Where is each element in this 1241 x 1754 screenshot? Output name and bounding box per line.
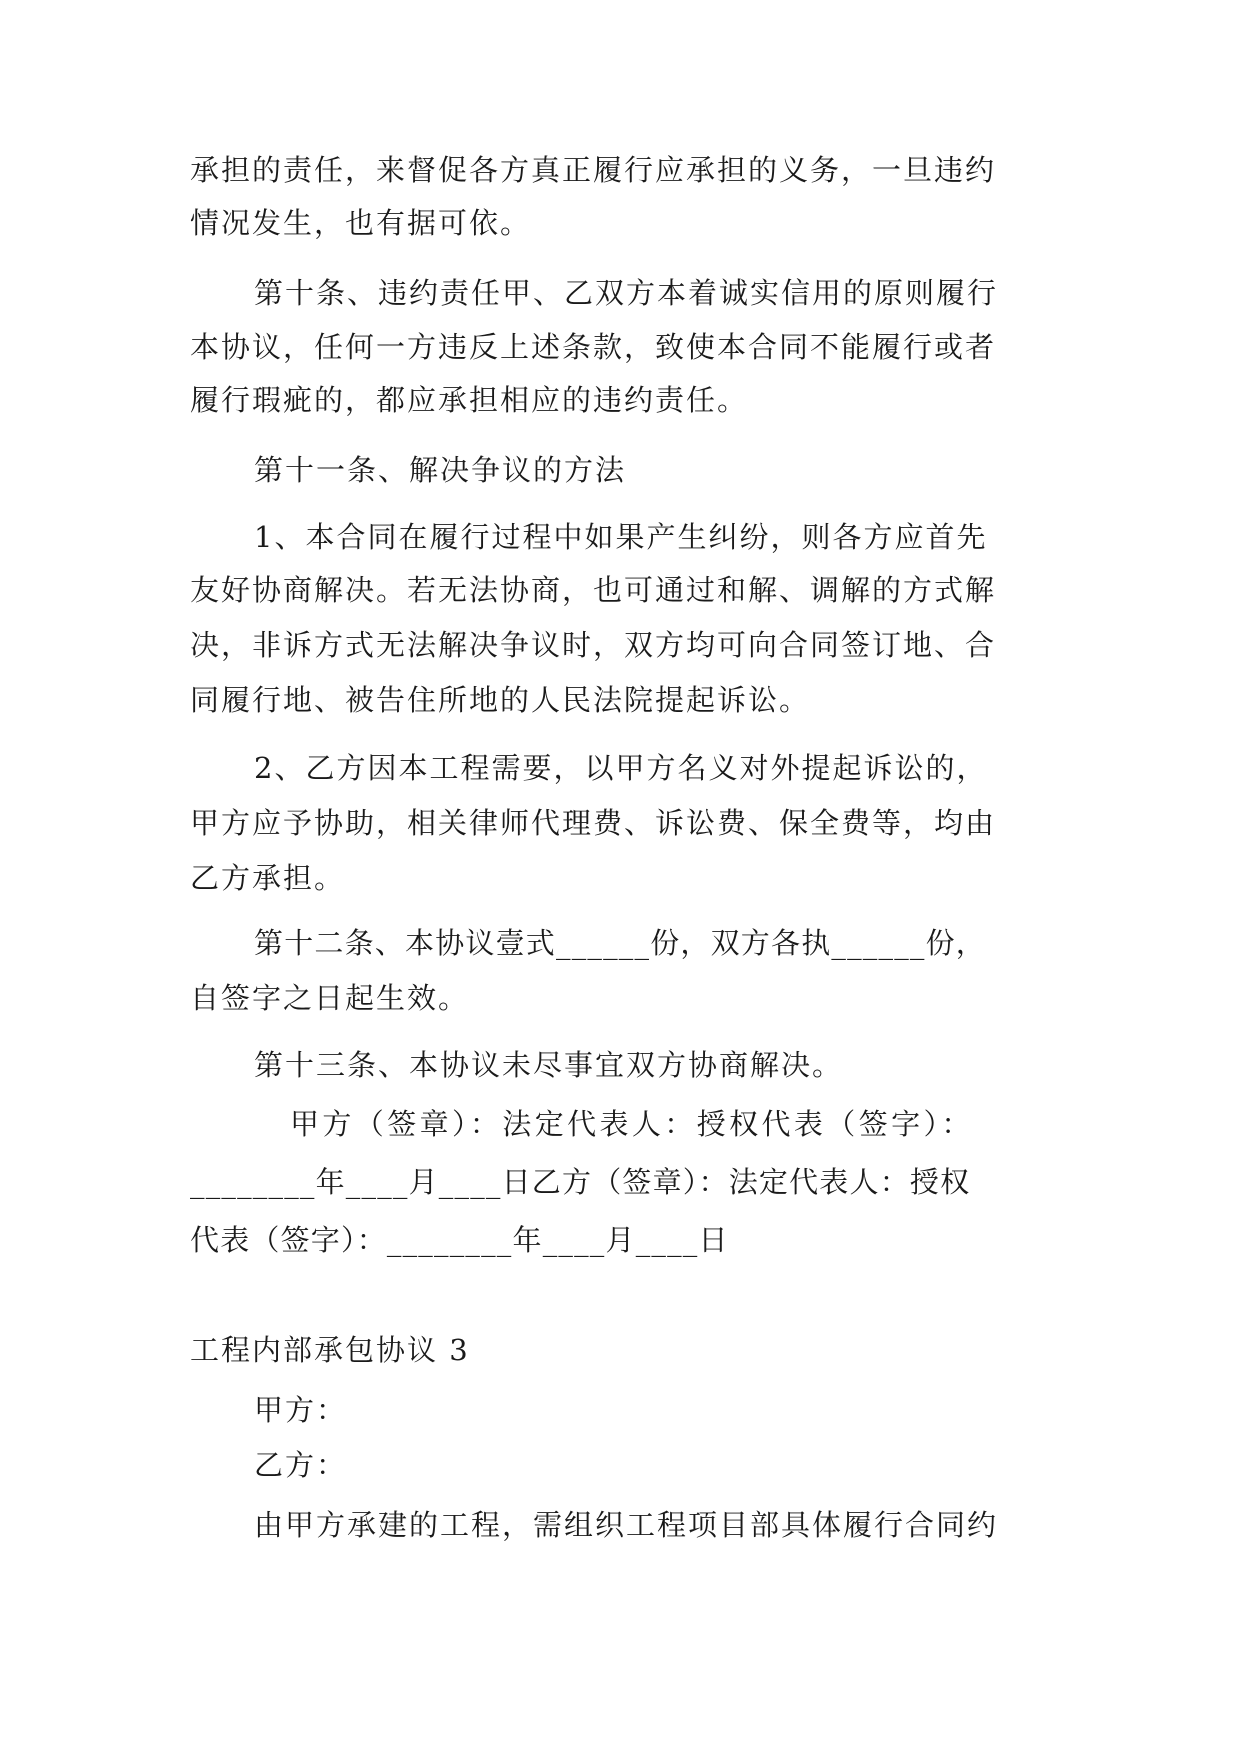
paragraph-line: 履行瑕疵的，都应承担相应的违约责任。 [190, 383, 749, 417]
section-title: 工程内部承包协议 3 [190, 1333, 470, 1367]
clause-11-item-1: 1、本合同在履行过程中如果产生纠纷，则各方应首先 [254, 520, 988, 554]
signature-block-line: 代表（签字）：________年____月____日 [190, 1223, 729, 1257]
clause-12-line: 第十二条、本协议壹式______份，双方各执______份， [254, 926, 987, 960]
paragraph-line: 同履行地、被告住所地的人民法院提起诉讼。 [190, 683, 811, 717]
clause-11-item-2: 2、乙方因本工程需要，以甲方名义对外提起诉讼的， [254, 751, 988, 785]
clause-10-line: 第十条、违约责任甲、乙双方本着诚实信用的原则履行 [254, 276, 999, 310]
paragraph-line: 情况发生，也有据可依。 [190, 206, 532, 240]
paragraph-line: 乙方承担。 [190, 861, 346, 895]
paragraph-line: 承担的责任，来督促各方真正履行应承担的义务，一旦违约 [190, 153, 997, 187]
signature-block-line: 甲方（签章）：法定代表人：授权代表（签字）： [290, 1107, 974, 1141]
party-a-label: 甲方： [254, 1393, 348, 1427]
party-b-label: 乙方： [254, 1448, 348, 1482]
paragraph-line: 甲方应予协助，相关律师代理费、诉讼费、保全费等，均由 [190, 806, 997, 840]
paragraph-line: 由甲方承建的工程，需组织工程项目部具体履行合同约 [254, 1508, 999, 1542]
paragraph-line: 友好协商解决。若无法协商，也可通过和解、调解的方式解 [190, 573, 997, 607]
paragraph-line: 自签字之日起生效。 [190, 981, 470, 1015]
clause-13-line: 第十三条、本协议未尽事宜双方协商解决。 [254, 1048, 844, 1082]
paragraph-line: 决，非诉方式无法解决争议时，双方均可向合同签订地、合 [190, 628, 997, 662]
paragraph-line: 本协议，任何一方违反上述条款，致使本合同不能履行或者 [190, 330, 997, 364]
signature-block-line: ________年____月____日乙方（签章）：法定代表人：授权 [190, 1165, 971, 1199]
clause-11-heading: 第十一条、解决争议的方法 [254, 453, 627, 487]
